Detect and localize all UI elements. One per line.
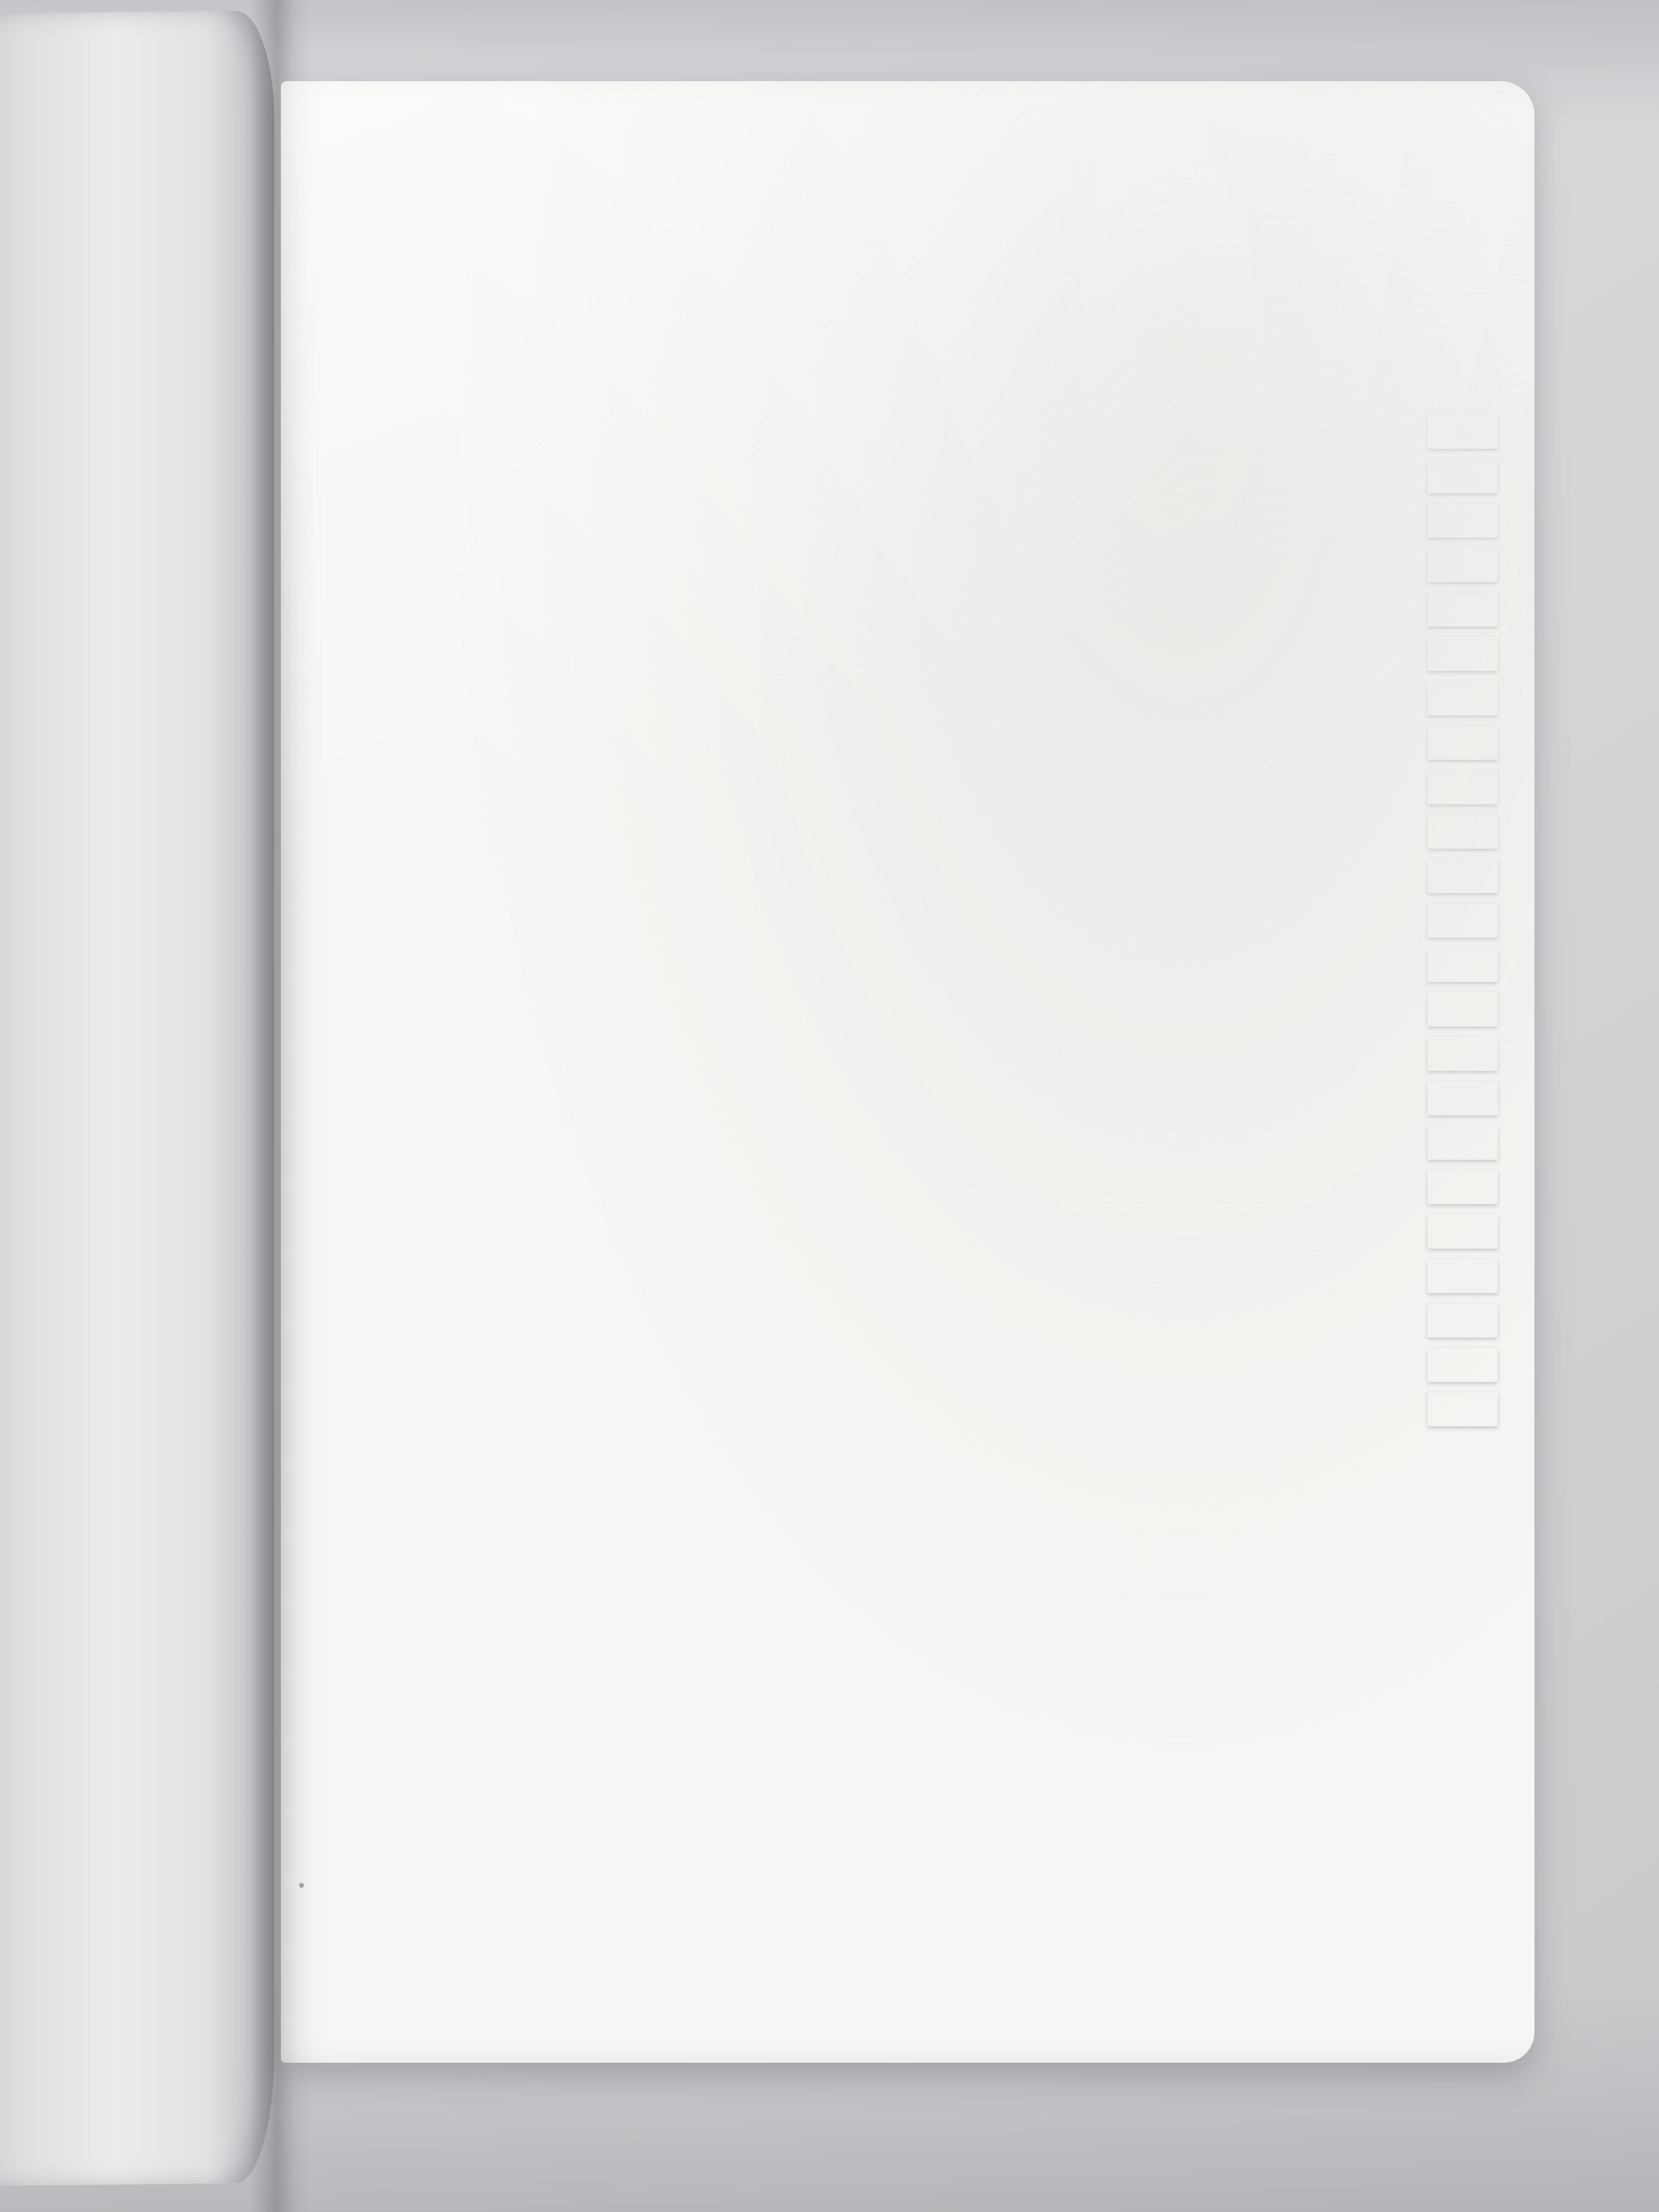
- left-page-line: [0, 308, 202, 331]
- left-page: [0, 10, 274, 2186]
- section-color-tab[interactable]: [1427, 459, 1498, 493]
- section-color-tab[interactable]: [1427, 504, 1498, 538]
- section-color-tab[interactable]: [1427, 1392, 1498, 1426]
- section-color-tab[interactable]: [1427, 904, 1498, 938]
- left-page-footer-line: [0, 1878, 143, 1899]
- section-color-tab[interactable]: [1427, 1170, 1498, 1204]
- section-color-tab[interactable]: [1427, 548, 1498, 582]
- section-color-tab[interactable]: [1427, 1037, 1498, 1071]
- section-color-tab[interactable]: [1427, 1304, 1498, 1338]
- section-color-tab[interactable]: [1427, 415, 1498, 449]
- table-of-contents: [440, 356, 1373, 925]
- section-color-tab[interactable]: [1427, 859, 1498, 893]
- left-page-footer-text: [0, 1878, 143, 1899]
- section-color-tab[interactable]: [1427, 1081, 1498, 1115]
- section-color-tab[interactable]: [1427, 1126, 1498, 1160]
- section-color-tabs: [1427, 415, 1499, 1437]
- page-corner-mark: [299, 1883, 304, 1888]
- section-color-tab[interactable]: [1427, 637, 1498, 671]
- section-color-tab[interactable]: [1427, 681, 1498, 715]
- left-page-footer-line: [0, 1878, 143, 1899]
- left-page-line: [0, 308, 202, 331]
- section-color-tab[interactable]: [1427, 992, 1498, 1026]
- left-page-line: [0, 308, 202, 331]
- section-color-tab[interactable]: [1427, 1215, 1498, 1249]
- left-page-line: [0, 308, 202, 331]
- section-color-tab[interactable]: [1427, 815, 1498, 849]
- toc-main-entries: [440, 370, 1373, 901]
- section-color-tab[interactable]: [1427, 726, 1498, 760]
- section-color-tab[interactable]: [1427, 592, 1498, 627]
- section-color-tab[interactable]: [1427, 1259, 1498, 1293]
- left-page-copyright-text: [0, 308, 202, 331]
- contents-page: [281, 81, 1534, 2063]
- section-color-tab[interactable]: [1427, 1348, 1498, 1382]
- section-color-tab[interactable]: [1427, 948, 1498, 982]
- section-color-tab[interactable]: [1427, 770, 1498, 804]
- left-page-line: [0, 308, 202, 331]
